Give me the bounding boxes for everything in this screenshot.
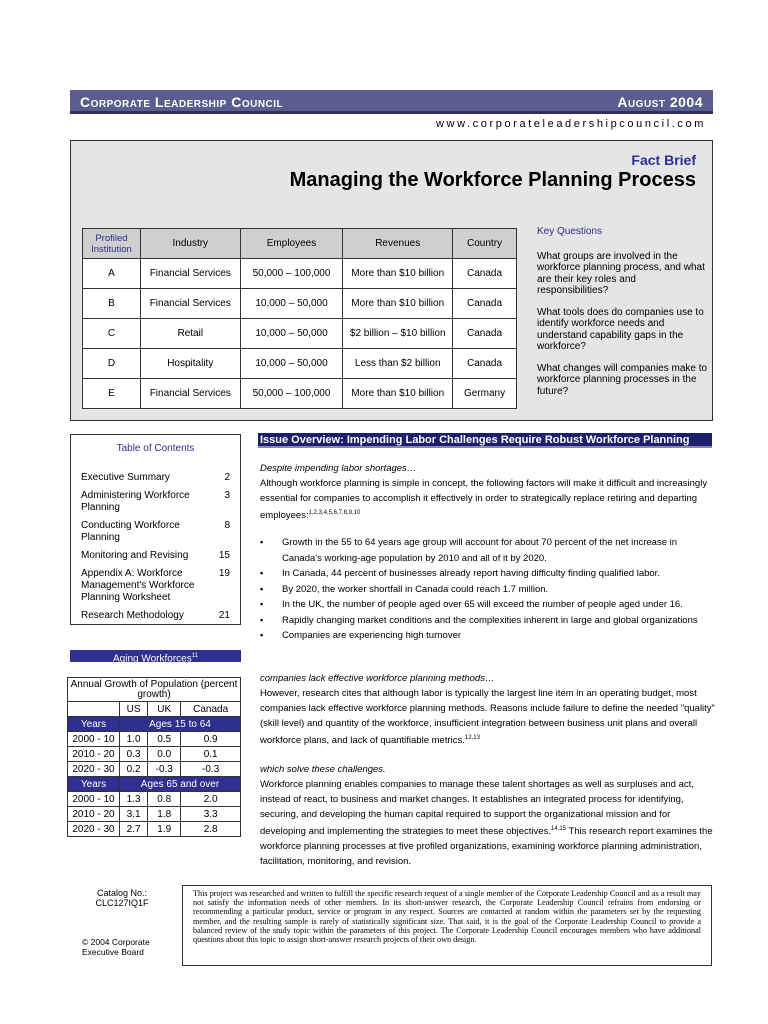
toc-page: 19: [218, 568, 230, 579]
table-cell: 3.1: [120, 807, 148, 822]
table-cell: 2.8: [181, 822, 241, 837]
copyright: © 2004 Corporate Executive Board: [82, 937, 150, 957]
website-url[interactable]: www.corporateleadershipcouncil.com: [436, 118, 706, 130]
table-cell: A: [83, 259, 141, 289]
header-banner: [70, 90, 713, 114]
table-cell: 2.7: [120, 822, 148, 837]
bullet-item: ▪ Growth in the 55 to 64 years age group will account for about 70 percent of the net increase in Canada's working-age population by 2010 and all of it by 2020.: [260, 535, 715, 566]
table-cell: 10,000 – 50,000: [240, 349, 343, 379]
col-header: Employees: [240, 229, 343, 259]
section-2: companies lack effective workforce planning methods… However, research cites that although labor is typically the largest line item in an operating budget, most companies lack effective workforce planning methods. Reasons include failure to define the needed "quality" (skill level) and quantity of the workforce, insufficient integration between business unit plans and overall workforce plans, and lack of quantifiable metrics.$^{12,13}$: [260, 673, 715, 747]
population-growth-table: [67, 677, 241, 837]
toc-page: 2: [224, 472, 230, 483]
section-lead: companies lack effective workforce planning methods…: [260, 673, 495, 684]
section-3: which solve these challenges. Workforce planning enables companies to manage these talent shortages as well as surpluses and act, instead of react, to business and market changes. It establishes an integrated process for identifying, securing, and developing the human capital required to support the organizational mission and for developing and implementing the strategies to meet these objectives.$^{14,15}$ This research report examines the workforce planning processes at five profiled organizations, examining workforce planning administration, facilitation, monitoring, and revision.: [260, 762, 715, 869]
table-cell: More than $10 billion: [343, 259, 453, 289]
table-cell: 2000 - 10: [68, 732, 120, 747]
table-cell: 0.2: [120, 762, 148, 777]
table-row: [68, 762, 241, 777]
toc-heading: Table of Contents: [116, 443, 195, 454]
toc-title: Appendix A: Workforce Management's Workforce Planning Worksheet: [81, 568, 195, 603]
issue-overview-heading: Issue Overview: Impending Labor Challenges Require Robust Workforce Planning: [258, 433, 712, 448]
table-row: [83, 259, 517, 289]
table-cell: 1.9: [148, 822, 181, 837]
table-cell: More than $10 billion: [343, 379, 453, 409]
bullet-list: [260, 535, 715, 644]
table-cell: Financial Services: [140, 259, 240, 289]
table-cell: Less than $2 billion: [343, 349, 453, 379]
band-label: Ages 65 and over: [120, 777, 241, 792]
table-row: [68, 792, 241, 807]
years-label: Years: [68, 717, 120, 732]
table-cell: Canada: [453, 349, 517, 379]
table-cell: 10,000 – 50,000: [240, 289, 343, 319]
table-cell: 50,000 – 100,000: [240, 259, 343, 289]
section-text: However, research cites that although labor is typically the largest line item in an operating budget, most companies lack effective workforce planning methods. Reasons include failure to define the needed "quality" (skill level) and quantity of the workforce, insufficient integration between business unit plans and overall workforce plans, and lack of quantifiable metrics.: [260, 688, 715, 747]
table-cell: Canada: [453, 289, 517, 319]
col-header: US: [120, 702, 148, 717]
table-cell: 0.0: [148, 747, 181, 762]
toc-title: Conducting Workforce Planning: [81, 520, 180, 543]
toc-page: 15: [218, 550, 230, 561]
toc-item[interactable]: [71, 520, 240, 544]
key-questions: [537, 226, 709, 407]
table-cell: 0.5: [148, 732, 181, 747]
bullet-item: ▪ Companies are experiencing high turnover: [260, 628, 715, 644]
table-cell: 0.1: [181, 747, 241, 762]
key-question: What tools does do companies use to identify workforce needs and understand capability gaps in the workforce?: [537, 306, 704, 352]
toc-title: Research Methodology: [81, 610, 184, 621]
toc-title: Administering Workforce Planning: [81, 490, 190, 513]
table-caption: Annual Growth of Population (percent growth): [68, 678, 241, 702]
table-cell: C: [83, 319, 141, 349]
years-label: Years: [68, 777, 120, 792]
bullet-item: ▪ By 2020, the worker shortfall in Canada could reach 1.7 million.: [260, 582, 715, 598]
aging-workforces-title: Aging Workforces$^{11}$: [70, 650, 241, 662]
col-header: Canada: [181, 702, 241, 717]
toc-title: Monitoring and Revising: [81, 550, 189, 561]
toc-item[interactable]: [71, 490, 240, 514]
section-lead: Despite impending labor shortages…: [260, 463, 417, 474]
col-header: Profiled Institution: [83, 229, 141, 259]
table-cell: More than $10 billion: [343, 289, 453, 319]
table-cell: 2020 - 30: [68, 822, 120, 837]
table-cell: 2010 - 20: [68, 747, 120, 762]
table-cell: E: [83, 379, 141, 409]
table-row: [68, 807, 241, 822]
table-cell: Retail: [140, 319, 240, 349]
toc-item[interactable]: [71, 610, 240, 622]
table-cell: 0.8: [148, 792, 181, 807]
table-cell: $2 billion – $10 billion: [343, 319, 453, 349]
table-row: [68, 732, 241, 747]
institutions-table: [82, 228, 517, 409]
table-row: [83, 349, 517, 379]
table-cell: 2020 - 30: [68, 762, 120, 777]
table-row: [68, 747, 241, 762]
table-cell: Germany: [453, 379, 517, 409]
col-header: Country: [453, 229, 517, 259]
key-question: What groups are involved in the workforce planning process, and what are their key roles and responsibilities?: [537, 250, 705, 296]
toc-page: 8: [224, 520, 230, 531]
disclaimer: This project was researched and written to fulfill the specific research request of a single member of the Corporate Leadership Council and as a result may not satisfy the information needs of other members. In its short-answer research, the Corporate Leadership Council refrains from endorsing or recommending a particular product, service or program in any respect. Sources are contacted at random within the parameters set by the requesting member, and the resulting sample is rarely of statistically significant size. That said, it is the goal of the Corporate Leadership Council to provide a balanced review of the study topic within the parameters of this project. The Corporate Leadership Council encourages members who have additional questions about this topic to assign short-answer research projects of their own design.: [182, 885, 712, 966]
col-header: UK: [148, 702, 181, 717]
bullet-item: ▪ In Canada, 44 percent of businesses already report having difficulty finding qualified labor.: [260, 566, 715, 582]
table-cell: Hospitality: [140, 349, 240, 379]
table-cell: Canada: [453, 319, 517, 349]
toc-item[interactable]: [71, 472, 240, 484]
catalog-number: Catalog No.: CLC127IQ1F: [95, 888, 149, 908]
section-lead: which solve these challenges.: [260, 764, 386, 775]
table-cell: -0.3: [148, 762, 181, 777]
table-cell: 0.9: [181, 732, 241, 747]
section-text: Workforce planning enables companies to manage these talent shortages as well as surpluses and act, instead of react, to business and market changes. It establishes an integrated process for identifying, securing, and developing the human capital required to support the organizational mission and for developing and implementing the strategies to meet these objectives.: [260, 779, 694, 838]
table-row: [83, 379, 517, 409]
col-header: Revenues: [343, 229, 453, 259]
section-1: Despite impending labor shortages… Although workforce planning is simple in concept, the following factors will make it difficult and increasingly essential for companies to accomplish it effectively in order to strategically replace retiring and departing employees:$^{1,2,3,4,5,6,7,8,9,10}$: [260, 461, 715, 523]
table-cell: Canada: [453, 259, 517, 289]
toc-page: 21: [218, 610, 230, 621]
fact-brief-label: Fact Brief: [631, 152, 696, 168]
table-of-contents: [70, 434, 241, 625]
table-row: [83, 289, 517, 319]
col-header: Industry: [140, 229, 240, 259]
key-questions-heading: Key Questions: [537, 226, 603, 237]
table-cell: 2.0: [181, 792, 241, 807]
org-name: Corporate Leadership Council: [80, 94, 284, 110]
table-cell: 0.3: [120, 747, 148, 762]
table-cell: 2000 - 10: [68, 792, 120, 807]
table-cell: B: [83, 289, 141, 319]
page-title: Managing the Workforce Planning Process: [289, 169, 696, 191]
table-cell: Financial Services: [140, 379, 240, 409]
band-label: Ages 15 to 64: [120, 717, 241, 732]
bullet-item: ▪ In the UK, the number of people aged over 65 will exceed the number of people aged under 16.: [260, 597, 715, 613]
section-text: Although workforce planning is simple in concept, the following factors will make it difficult and increasingly essential for companies to accomplish it effectively in order to strategically replace retiring and departing employees:: [260, 478, 708, 522]
toc-item[interactable]: [71, 568, 240, 604]
key-question: What changes will companies make to workforce planning processes in the future?: [537, 362, 708, 397]
table-cell: 50,000 – 100,000: [240, 379, 343, 409]
table-cell: 3.3: [181, 807, 241, 822]
table-cell: 1.0: [120, 732, 148, 747]
table-cell: 1.3: [120, 792, 148, 807]
table-cell: 1.8: [148, 807, 181, 822]
bullet-item: ▪ Rapidly changing market conditions and the complexities inherent in large and global organizations: [260, 613, 715, 629]
table-row: [83, 319, 517, 349]
table-cell: -0.3: [181, 762, 241, 777]
table-cell: Financial Services: [140, 289, 240, 319]
table-cell: D: [83, 349, 141, 379]
toc-page: 3: [224, 490, 230, 501]
table-cell: 10,000 – 50,000: [240, 319, 343, 349]
table-cell: 2010 - 20: [68, 807, 120, 822]
table-row: [68, 822, 241, 837]
toc-item[interactable]: [71, 550, 240, 562]
report-date: August 2004: [617, 94, 703, 110]
toc-title: Executive Summary: [81, 472, 170, 483]
